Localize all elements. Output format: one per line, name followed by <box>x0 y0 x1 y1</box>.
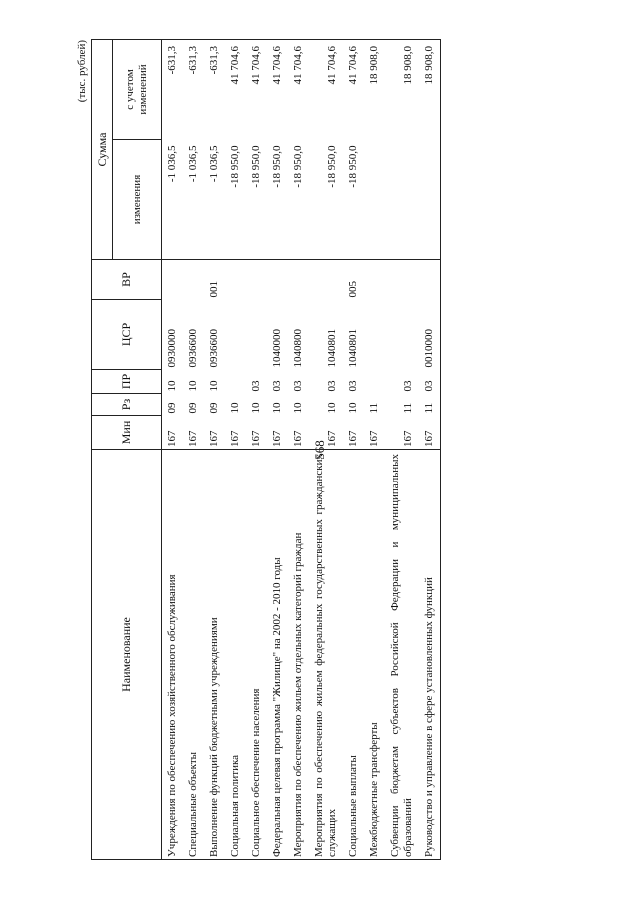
cell-name: Федеральная целевая программа "Жилище" на 2002 - 2010 годы <box>267 450 288 860</box>
cell-rz: 10 <box>250 402 262 414</box>
cell-csr: 1040801 <box>326 329 338 368</box>
cell-adjusted: 18 908,0 <box>385 39 419 139</box>
cell-rz: 10 <box>347 402 359 414</box>
cell-rz: 10 <box>229 402 241 414</box>
cell-vr <box>183 260 204 300</box>
cell-vr <box>225 260 246 300</box>
header-adjusted: с учетом изменений <box>113 39 162 139</box>
cell-rz: 10 <box>271 402 283 414</box>
cell-vr <box>419 260 441 300</box>
cell-vr <box>309 260 343 300</box>
cell-csr: 0936600 <box>187 329 199 368</box>
header-vr: ВР <box>92 260 162 300</box>
cell-rz: 11 <box>419 394 441 416</box>
cell-name: Мероприятия по обеспечению жильем отдельных категорий граждан <box>288 450 309 860</box>
unit-label: (тыс. рублей) <box>76 40 88 103</box>
table-row <box>183 39 204 859</box>
cell-name: Субвенции бюджетам субъектов Российской Федерации и муниципальных образований <box>385 450 419 860</box>
cell-rz: 11 <box>368 402 380 414</box>
cell-adjusted: 41 704,6 <box>225 39 246 139</box>
cell-csr: 1040801 <box>347 329 359 368</box>
cell-csr: 1040000 <box>271 329 283 368</box>
header-pr: ПР <box>92 370 162 394</box>
cell-name: Выполнение функций бюджетными учреждениями <box>204 450 225 860</box>
cell-adjusted: 18 908,0 <box>419 39 441 139</box>
cell-name: Учреждения по обеспечению хозяйственного обслуживания <box>162 450 184 860</box>
cell-pr: 03 <box>271 380 283 392</box>
table-row <box>385 39 419 859</box>
header-sum: Сумма <box>92 39 113 259</box>
cell-name: Социальная политика <box>225 450 246 860</box>
cell-changes <box>419 140 441 260</box>
cell-pr: 10 <box>187 380 199 392</box>
header-changes: изменения <box>113 140 162 260</box>
cell-min: 167 <box>246 416 267 450</box>
table-row <box>225 39 246 859</box>
cell-min: 167 <box>162 416 184 450</box>
cell-min: 167 <box>183 416 204 450</box>
cell-pr: 10 <box>208 380 220 392</box>
cell-pr: 03 <box>347 380 359 392</box>
cell-changes: -18 950,0 <box>343 140 364 260</box>
cell-min: 167 <box>419 416 441 450</box>
cell-pr <box>364 370 385 394</box>
header-rz: Рз <box>92 394 162 416</box>
cell-min: 167 <box>288 416 309 450</box>
cell-rz: 09 <box>166 402 178 414</box>
cell-name: Социальное обеспечение населения <box>246 450 267 860</box>
cell-changes: -18 950,0 <box>225 140 246 260</box>
cell-min: 167 <box>385 416 419 450</box>
cell-adjusted: 41 704,6 <box>267 39 288 139</box>
cell-rz: 11 <box>402 402 414 414</box>
cell-pr: 03 <box>402 380 414 392</box>
cell-min: 167 <box>225 416 246 450</box>
table-body <box>162 39 441 859</box>
cell-vr <box>364 260 385 300</box>
table-row <box>309 39 343 859</box>
header-name: Наименование <box>92 450 162 860</box>
cell-csr: 0936600 <box>208 329 220 368</box>
cell-pr: 03 <box>326 380 338 392</box>
cell-pr: 03 <box>250 380 262 392</box>
cell-min: 167 <box>343 416 364 450</box>
cell-adjusted: 18 908,0 <box>364 39 385 139</box>
cell-csr: 0930000 <box>166 329 178 368</box>
cell-vr <box>385 260 419 300</box>
header-csr: ЦСР <box>92 300 162 370</box>
header-min: Мин <box>92 416 162 450</box>
cell-adjusted: -631,3 <box>204 39 225 139</box>
cell-name: Межбюджетные трансферты <box>364 450 385 860</box>
cell-csr <box>385 300 419 370</box>
cell-rz: 09 <box>208 402 220 414</box>
cell-adjusted: -631,3 <box>162 39 184 139</box>
table-row <box>246 39 267 859</box>
table-row <box>343 39 364 859</box>
table-row <box>162 39 184 859</box>
cell-pr <box>225 370 246 394</box>
cell-csr <box>246 300 267 370</box>
cell-pr: 03 <box>419 370 441 394</box>
cell-vr: 005 <box>343 260 364 300</box>
cell-csr <box>364 300 385 370</box>
cell-min: 167 <box>267 416 288 450</box>
cell-csr <box>225 300 246 370</box>
table-row <box>419 39 441 859</box>
cell-adjusted: 41 704,6 <box>309 39 343 139</box>
cell-adjusted: 41 704,6 <box>246 39 267 139</box>
cell-pr: 10 <box>166 380 178 392</box>
cell-changes: -18 950,0 <box>246 140 267 260</box>
cell-changes <box>364 140 385 260</box>
table-header <box>92 39 162 859</box>
cell-min: 167 <box>364 416 385 450</box>
rotated-page-content <box>75 40 565 860</box>
table-row <box>364 39 385 859</box>
cell-name: Мероприятия по обеспечению жильем федеральных государственных гражданских служащих <box>309 450 343 860</box>
cell-name: Социальные выплаты <box>343 450 364 860</box>
table-row <box>267 39 288 859</box>
cell-name: Руководство и управление в сфере установленных функций <box>419 450 441 860</box>
budget-table <box>91 39 441 860</box>
cell-vr <box>267 260 288 300</box>
cell-vr: 001 <box>204 260 225 300</box>
cell-vr <box>246 260 267 300</box>
cell-rz: 10 <box>292 402 304 414</box>
cell-min: 167 <box>204 416 225 450</box>
cell-changes: -18 950,0 <box>267 140 288 260</box>
cell-changes: -1 036,5 <box>204 140 225 260</box>
cell-adjusted: 41 704,6 <box>288 39 309 139</box>
cell-changes: -18 950,0 <box>288 140 309 260</box>
cell-adjusted: 41 704,6 <box>343 39 364 139</box>
table-row <box>288 39 309 859</box>
cell-csr: 1040800 <box>292 329 304 368</box>
cell-rz: 09 <box>187 402 199 414</box>
cell-rz: 10 <box>326 402 338 414</box>
cell-vr <box>162 260 184 300</box>
cell-min: 167 <box>309 416 343 450</box>
page-number: 568 <box>312 440 327 460</box>
cell-adjusted: -631,3 <box>183 39 204 139</box>
cell-pr: 03 <box>292 380 304 392</box>
cell-changes <box>385 140 419 260</box>
cell-changes: -1 036,5 <box>162 140 184 260</box>
cell-vr <box>288 260 309 300</box>
cell-changes: -18 950,0 <box>309 140 343 260</box>
table-row <box>204 39 225 859</box>
cell-changes: -1 036,5 <box>183 140 204 260</box>
cell-name: Специальные объекты <box>183 450 204 860</box>
cell-csr: 0010000 <box>419 300 441 370</box>
